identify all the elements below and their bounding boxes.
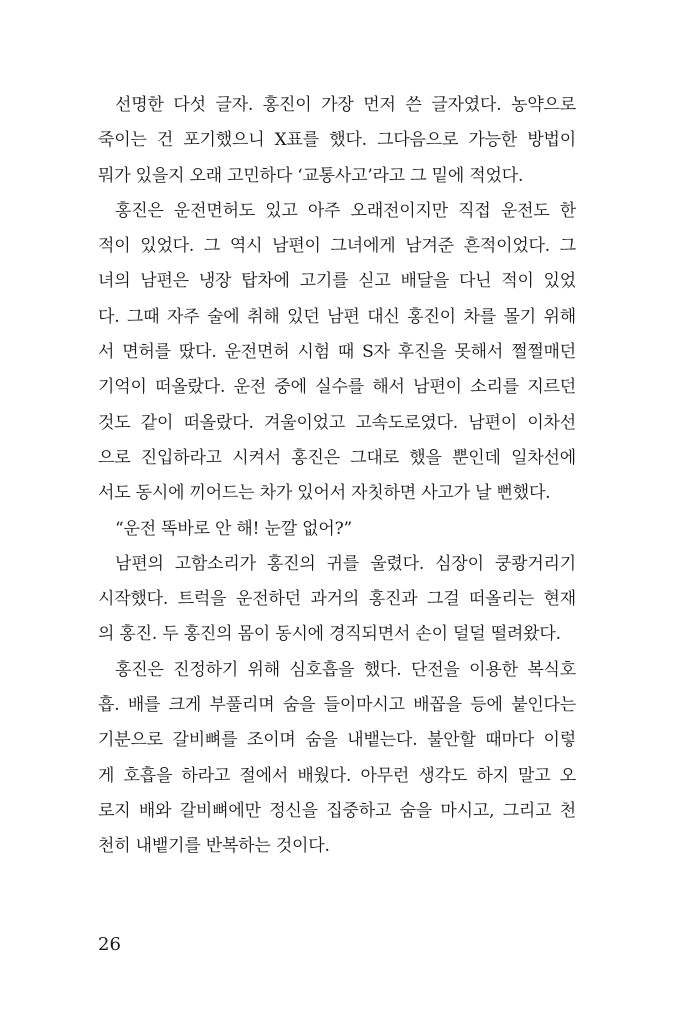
text-line: 녀의 남편은 냉장 탑차에 고기를 싣고 배달을 다닌 적이 있었 bbox=[98, 271, 576, 292]
text-line: 게 호흡을 하라고 절에서 배웠다. 아무런 생각도 하지 말고 오 bbox=[98, 765, 576, 786]
text-line: 선명한 다섯 글자. 홍진이 가장 먼저 쓴 글자였다. 농약으로 bbox=[115, 95, 576, 115]
text-line: 다. 그때 자주 술에 취해 있던 남편 대신 홍진이 차를 몰기 위해 bbox=[98, 306, 576, 327]
body-text bbox=[98, 88, 576, 865]
text-line: 적이 있었다. 그 역시 남편이 그녀에게 남겨준 흔적이었다. 그 bbox=[98, 236, 576, 257]
text-line: 홍진은 진정하기 위해 심호흡을 했다. 단전을 이용한 복식호 bbox=[115, 659, 576, 680]
text-line: 시작했다. 트럭을 운전하던 과거의 홍진과 그걸 떠올리는 현재 bbox=[98, 589, 576, 610]
text-line: 기억이 떠올랐다. 운전 중에 실수를 해서 남편이 소리를 지르던 bbox=[98, 377, 576, 398]
text-line: 것도 같이 떠올랐다. 겨울이었고 고속도로였다. 남편이 이차선 bbox=[98, 412, 576, 433]
dialogue-line: “운전 똑바로 안 해! 눈깔 없어?” bbox=[115, 518, 352, 539]
text-line: 죽이는 건 포기했으니 X표를 했다. 그다음으로 가능한 방법이 bbox=[98, 130, 576, 151]
text-line: 서도 동시에 끼어드는 차가 있어서 자칫하면 사고가 날 뻔했다. bbox=[98, 483, 551, 504]
text-line: 서 면허를 땄다. 운전면허 시험 때 S자 후진을 못해서 쩔쩔매던 bbox=[98, 342, 576, 363]
text-line: 흡. 배를 크게 부풀리며 숨을 들이마시고 배꼽을 등에 붙인다는 bbox=[98, 695, 576, 716]
text-line: 남편의 고함소리가 홍진의 귀를 울렸다. 심장이 쿵쾅거리기 bbox=[115, 553, 576, 574]
page-number: 26 bbox=[98, 934, 121, 955]
text-line: 홍진은 운전면허도 있고 아주 오래전이지만 직접 운전도 한 bbox=[115, 200, 576, 221]
text-line: 의 홍진. 두 홍진의 몸이 동시에 경직되면서 손이 덜덜 떨려왔다. bbox=[98, 624, 561, 645]
text-line: 천히 내뱉기를 반복하는 것이다. bbox=[98, 836, 330, 857]
text-line: 뭐가 있을지 오래 고민하다 ‘교통사고’라고 그 밑에 적었다. bbox=[98, 165, 524, 186]
text-line: 로지 배와 갈비뼈에만 정신을 집중하고 숨을 마시고, 그리고 천 bbox=[98, 800, 576, 821]
text-line: 으로 진입하라고 시켜서 홍진은 그대로 했을 뿐인데 일차선에 bbox=[98, 447, 576, 468]
text-line: 기분으로 갈비뼈를 조이며 숨을 내뱉는다. 불안할 때마다 이렇 bbox=[98, 730, 576, 751]
